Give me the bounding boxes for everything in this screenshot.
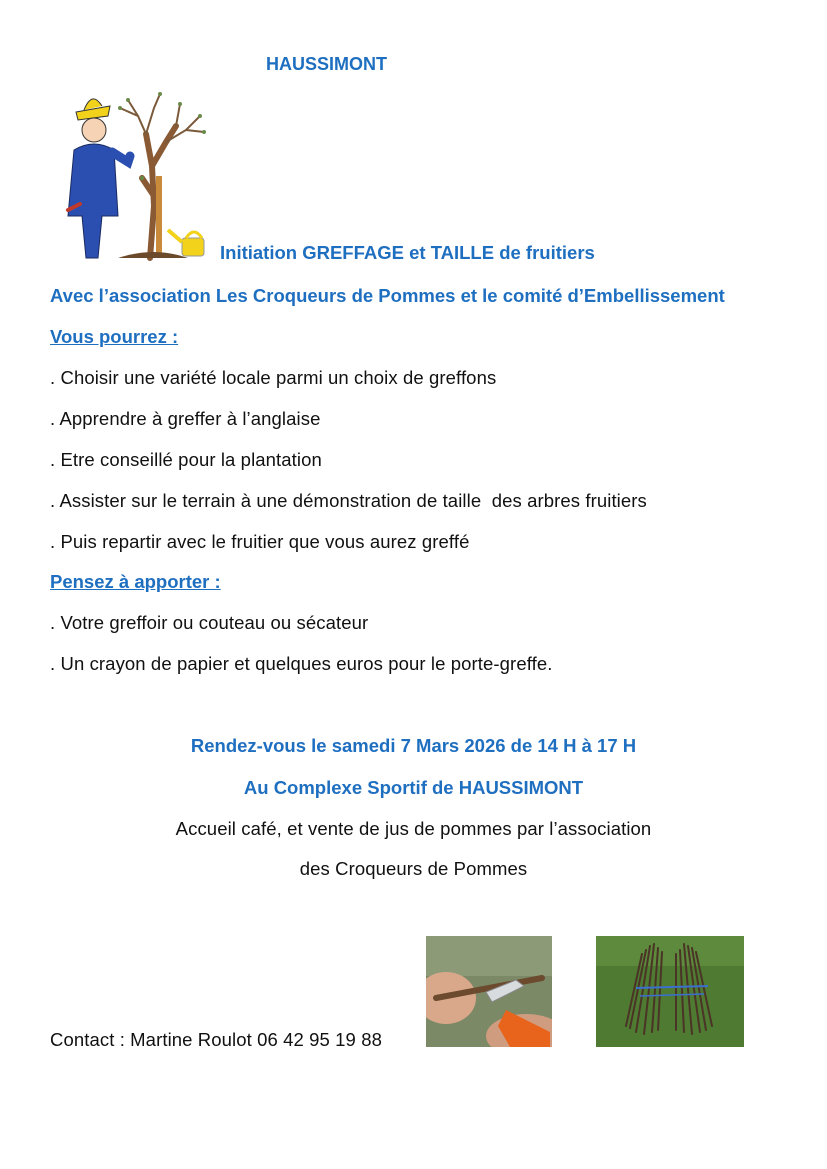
scions-bundle-photo — [596, 936, 744, 1047]
event-title: Initiation GREFFAGE et TAILLE de fruitiers — [220, 242, 595, 263]
town-title: HAUSSIMONT — [266, 54, 387, 74]
event-info-line-2: des Croqueurs de Pommes — [299, 858, 528, 879]
contact-line: Contact : Martine Roulot 06 42 95 19 88 — [50, 1029, 382, 1050]
list-item: . Choisir une variété locale parmi un choix de greffons — [50, 367, 497, 388]
list-item: . Puis repartir avec le fruitier que vous aurez greffé — [50, 531, 470, 552]
list-item: . Etre conseillé pour la plantation — [50, 449, 322, 470]
event-place: Au Complexe Sportif de HAUSSIMONT — [243, 777, 584, 798]
event-subtitle: Avec l’association Les Croqueurs de Pommes et le comité d’Embellissement — [50, 285, 725, 306]
grafting-knife-photo — [426, 936, 552, 1047]
event-info-line-1: Accueil café, et vente de jus de pommes par l’association — [175, 818, 652, 839]
list-item: . Apprendre à greffer à l’anglaise — [50, 408, 321, 429]
list-item: . Assister sur le terrain à une démonstration de taille des arbres fruitiers — [50, 490, 647, 511]
gardener-illustration — [58, 86, 214, 262]
event-date: Rendez-vous le samedi 7 Mars 2026 de 14 H à 17 H — [190, 735, 637, 756]
list-item: . Votre greffoir ou couteau ou sécateur — [50, 612, 369, 633]
list-item: . Un crayon de papier et quelques euros pour le porte-greffe. — [50, 653, 553, 674]
section-heading-you-can: Vous pourrez : — [50, 326, 179, 347]
section-heading-bring: Pensez à apporter : — [50, 571, 221, 592]
